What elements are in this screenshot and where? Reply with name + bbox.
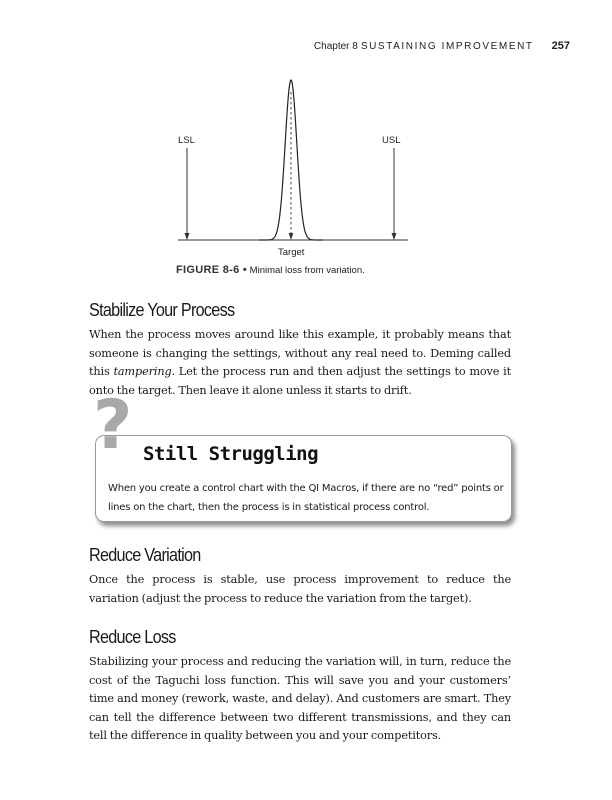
figure-caption — [176, 264, 365, 276]
lsl-label: LSL — [178, 135, 195, 146]
loss-curve-diagram — [170, 70, 420, 260]
target-label: Target — [278, 247, 305, 258]
running-header — [0, 40, 570, 52]
usl-label: USL — [382, 135, 401, 146]
heading-stabilize-process: Stabilize Your Process — [89, 300, 235, 320]
target-arrowhead — [289, 233, 294, 240]
lsl-arrowhead — [185, 233, 190, 240]
emphasis-term: tampering — [113, 365, 172, 379]
callout-text: When you create a control chart with the QI Macros, if there are no “red” points or lines on the chart, then the process is in statistical process control. — [108, 483, 504, 513]
paragraph-text: . Let the process run and then adjust the settings to move it onto the target. Then leave it alone unless it starts to drift. — [89, 365, 511, 397]
figure-number: FIGURE 8-6 • — [176, 264, 248, 276]
paragraph-text: When the process moves around like this example, it probably means that someone is changing the settings, without any real need to. Deming called this — [89, 328, 511, 379]
paragraph-reduce-loss: Stabilizing your process and reducing the variation will, in turn, reduce the cost of the Taguchi loss function. This will save you and your customers’ time and money (rework, waste, and delay). And customers are smart. They can tell the difference between two different transmissions, and they can tell the difference in quality between you and your competitors. — [89, 655, 511, 743]
page-number: 257 — [551, 40, 570, 52]
heading-reduce-variation: Reduce Variation — [89, 545, 201, 565]
question-mark-icon: ? — [93, 386, 133, 465]
heading-reduce-loss: Reduce Loss — [89, 627, 176, 647]
paragraph-reduce-variation: Once the process is stable, use process improvement to reduce the variation (adjust the process to reduce the variation from the target). — [89, 573, 511, 605]
figure-8-6 — [170, 70, 420, 260]
usl-arrowhead — [392, 233, 397, 240]
caption-text: Minimal loss from variation. — [249, 265, 365, 276]
section-label: SUSTAINING IMPROVEMENT — [360, 41, 534, 52]
chapter-label: Chapter 8 — [313, 41, 358, 52]
paragraph-stabilize-process — [89, 326, 511, 400]
callout-title: Still Struggling — [143, 443, 319, 465]
